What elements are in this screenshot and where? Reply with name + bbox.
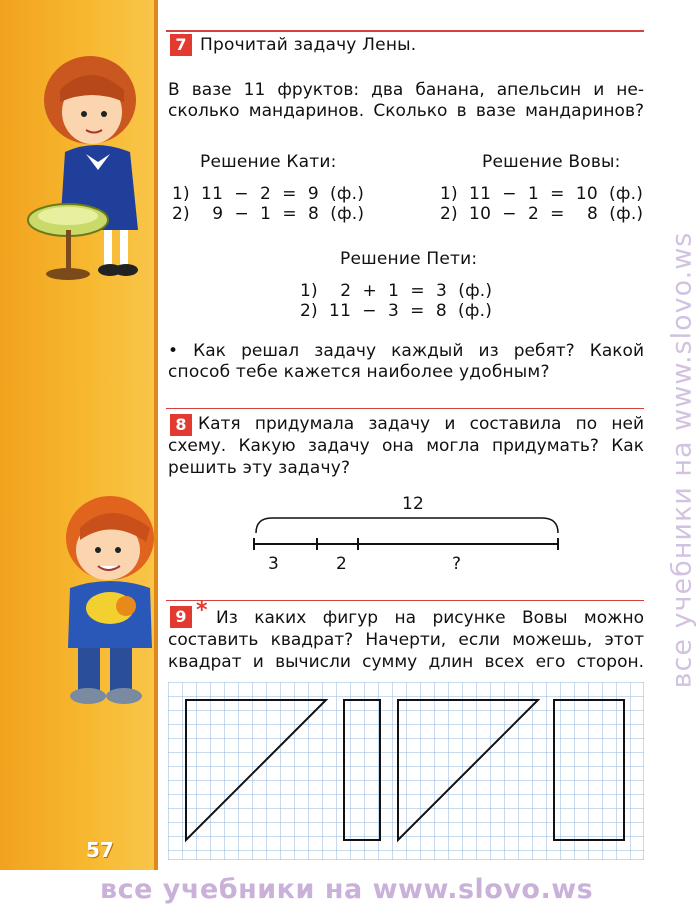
vova-step-2: 2) 10 − 2 = 8 (ф.) xyxy=(440,204,644,224)
scheme-segment-2-label: 2 xyxy=(336,554,348,574)
scheme-segment-3-label: ? xyxy=(452,554,462,574)
task-7-question-line-2: способ тебе кажется наиболее удобным? xyxy=(168,362,550,382)
task-7-badge: 7 xyxy=(170,34,192,56)
petya-step-2: 2) 11 − 3 = 8 (ф.) xyxy=(300,301,493,321)
section-rule-8 xyxy=(166,408,644,409)
task-9-line-1: Из каких фигур на рисунке Вовы можно xyxy=(216,608,644,628)
scheme-total-label: 12 xyxy=(402,494,425,514)
watermark-bottom: все учебники на www.slovo.ws xyxy=(100,874,594,905)
task-9-line-3: квадрат и вычисли сумму длин всех его сторон. xyxy=(168,652,644,672)
katya-solution-heading: Решение Кати: xyxy=(200,152,337,172)
task-7-title: Прочитай задачу Лены. xyxy=(200,35,417,55)
watermark-side: все учебники на www.slovo.ws xyxy=(666,231,698,689)
task-9-badge: 9 xyxy=(170,606,192,628)
katya-step-2: 2) 9 − 1 = 8 (ф.) xyxy=(172,204,365,224)
task-9-line-2: составить квадрат? Начерти, если можешь, этот xyxy=(168,630,644,650)
page-number: 57 xyxy=(86,838,114,862)
task-8-line-3: решить эту задачу? xyxy=(168,458,351,478)
section-rule-9 xyxy=(166,600,644,601)
boy-illustration xyxy=(40,488,170,708)
task-8-line-1: Катя придумала задачу и составила по ней xyxy=(198,414,644,434)
section-top-rule xyxy=(166,30,644,32)
task-7-problem-line-1: В вазе 11 фруктов: два банана, апельсин и не- xyxy=(168,80,644,100)
girl-illustration xyxy=(20,30,160,290)
petya-solution-heading: Решение Пети: xyxy=(340,249,478,269)
vova-solution-heading: Решение Вовы: xyxy=(482,152,621,172)
task-9-star: * xyxy=(196,598,208,623)
task-7-problem-line-2: сколько мандаринов. Сколько в вазе мандаринов? xyxy=(168,101,644,121)
task-8-badge: 8 xyxy=(170,414,192,436)
vova-step-1: 1) 11 − 1 = 10 (ф.) xyxy=(440,184,644,204)
task-7-question-line-1: • Как решал задачу каждый из ребят? Какой xyxy=(168,341,644,361)
grid-figures-drawing xyxy=(168,682,644,860)
petya-step-1: 1) 2 + 1 = 3 (ф.) xyxy=(300,281,493,301)
scheme-segment-1-label: 3 xyxy=(268,554,280,574)
katya-step-1: 1) 11 − 2 = 9 (ф.) xyxy=(172,184,365,204)
task-8-line-2: схему. Какую задачу она могла придумать? Как xyxy=(168,436,644,456)
